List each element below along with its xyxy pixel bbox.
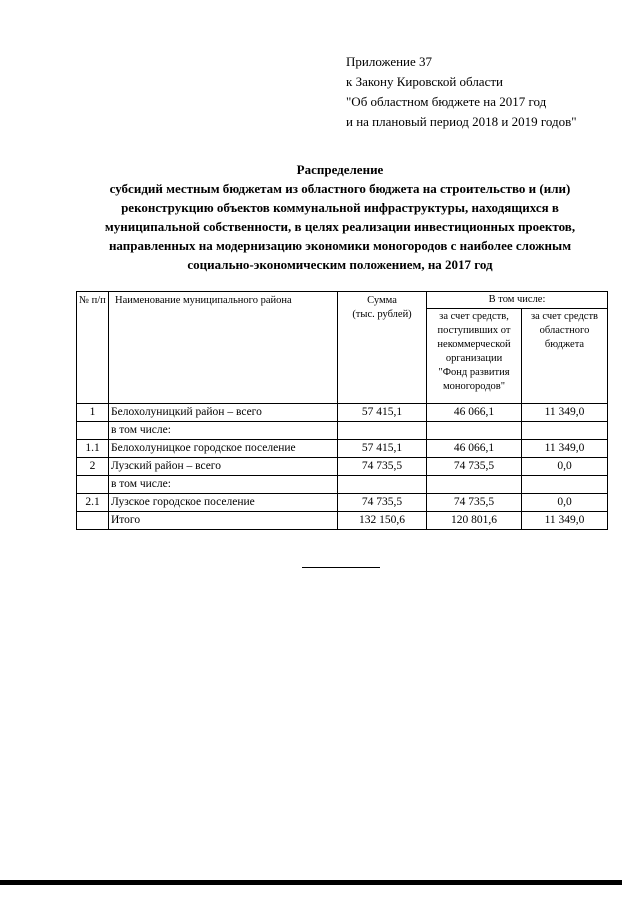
cell-name: Лузский район – всего — [109, 458, 338, 476]
document-title — [60, 160, 620, 274]
cell-name: Лузское городское поселение — [109, 494, 338, 512]
header-fund-line: организации — [445, 353, 503, 364]
cell-num — [77, 512, 109, 530]
appendix-line: к Закону Кировской области — [346, 74, 503, 89]
cell-sum: 74 735,5 — [338, 458, 427, 476]
cell-num: 2 — [77, 458, 109, 476]
cell-budget: 0,0 — [522, 458, 608, 476]
cell-budget: 11 349,0 — [522, 404, 608, 422]
cell-name: Белохолуницкий район – всего — [109, 404, 338, 422]
header-sum-line: Сумма — [367, 295, 397, 306]
cell-budget: 0,0 — [522, 494, 608, 512]
title-line: субсидий местным бюджетам из областного бюджета на строительство и (или) — [109, 181, 571, 196]
header-fund-line: за счет средств, — [439, 311, 509, 322]
cell-fund — [427, 476, 522, 494]
header-name: Наименование муниципального района — [109, 292, 338, 404]
cell-sum — [338, 422, 427, 440]
cell-sum: 74 735,5 — [338, 494, 427, 512]
cell-budget: 11 349,0 — [522, 512, 608, 530]
header-fund-line: "Фонд развития — [438, 367, 510, 378]
cell-sum: 132 150,6 — [338, 512, 427, 530]
cell-sum: 57 415,1 — [338, 404, 427, 422]
cell-num: 2.1 — [77, 494, 109, 512]
title-line: направленных на модернизацию экономики моногородов с наиболее сложным — [108, 238, 572, 253]
header-sum — [338, 292, 427, 404]
header-fund-line: моногородов" — [442, 381, 506, 392]
cell-budget — [522, 422, 608, 440]
cell-name: в том числе: — [109, 476, 338, 494]
subsidy-table — [76, 291, 608, 530]
table-row — [77, 422, 608, 440]
header-fund-line: поступивших от — [437, 325, 511, 336]
cell-num: 1 — [77, 404, 109, 422]
header-including: В том числе: — [427, 292, 608, 309]
cell-name: Белохолуницкое городское поселение — [109, 440, 338, 458]
appendix-block — [346, 52, 577, 132]
header-budget — [522, 309, 608, 404]
appendix-line: и на плановый период 2018 и 2019 годов" — [346, 114, 577, 129]
table-row — [77, 440, 608, 458]
header-num: № п/п — [77, 292, 109, 404]
cell-budget: 11 349,0 — [522, 440, 608, 458]
title-line: Распределение — [296, 162, 384, 177]
cell-name: в том числе: — [109, 422, 338, 440]
cell-fund: 46 066,1 — [427, 440, 522, 458]
scan-edge-bar — [0, 880, 622, 885]
table-header-row — [77, 292, 608, 309]
cell-fund: 74 735,5 — [427, 458, 522, 476]
header-budget-line: бюджета — [544, 339, 585, 350]
closing-separator-line — [302, 567, 380, 568]
header-sum-line: (тыс. рублей) — [352, 309, 412, 320]
table-row — [77, 458, 608, 476]
cell-num: 1.1 — [77, 440, 109, 458]
cell-sum: 57 415,1 — [338, 440, 427, 458]
header-budget-line: областного — [539, 325, 590, 336]
header-fund — [427, 309, 522, 404]
cell-budget — [522, 476, 608, 494]
appendix-line: "Об областном бюджете на 2017 год — [346, 94, 547, 109]
cell-sum — [338, 476, 427, 494]
cell-num — [77, 422, 109, 440]
title-line: муниципальной собственности, в целях реализации инвестиционных проектов, — [104, 219, 576, 234]
cell-name: Итого — [109, 512, 338, 530]
cell-fund: 74 735,5 — [427, 494, 522, 512]
cell-fund — [427, 422, 522, 440]
table-row — [77, 476, 608, 494]
cell-fund: 120 801,6 — [427, 512, 522, 530]
appendix-line: Приложение 37 — [346, 54, 433, 69]
cell-fund: 46 066,1 — [427, 404, 522, 422]
header-fund-line: некоммерческой — [437, 339, 511, 350]
table-total-row — [77, 512, 608, 530]
table-row — [77, 494, 608, 512]
table-row — [77, 404, 608, 422]
title-line: реконструкцию объектов коммунальной инфраструктуры, находящихся в — [121, 200, 559, 215]
title-line: социально-экономическим положением, на 2017 год — [187, 257, 493, 272]
cell-num — [77, 476, 109, 494]
header-budget-line: за счет средств — [530, 311, 599, 322]
